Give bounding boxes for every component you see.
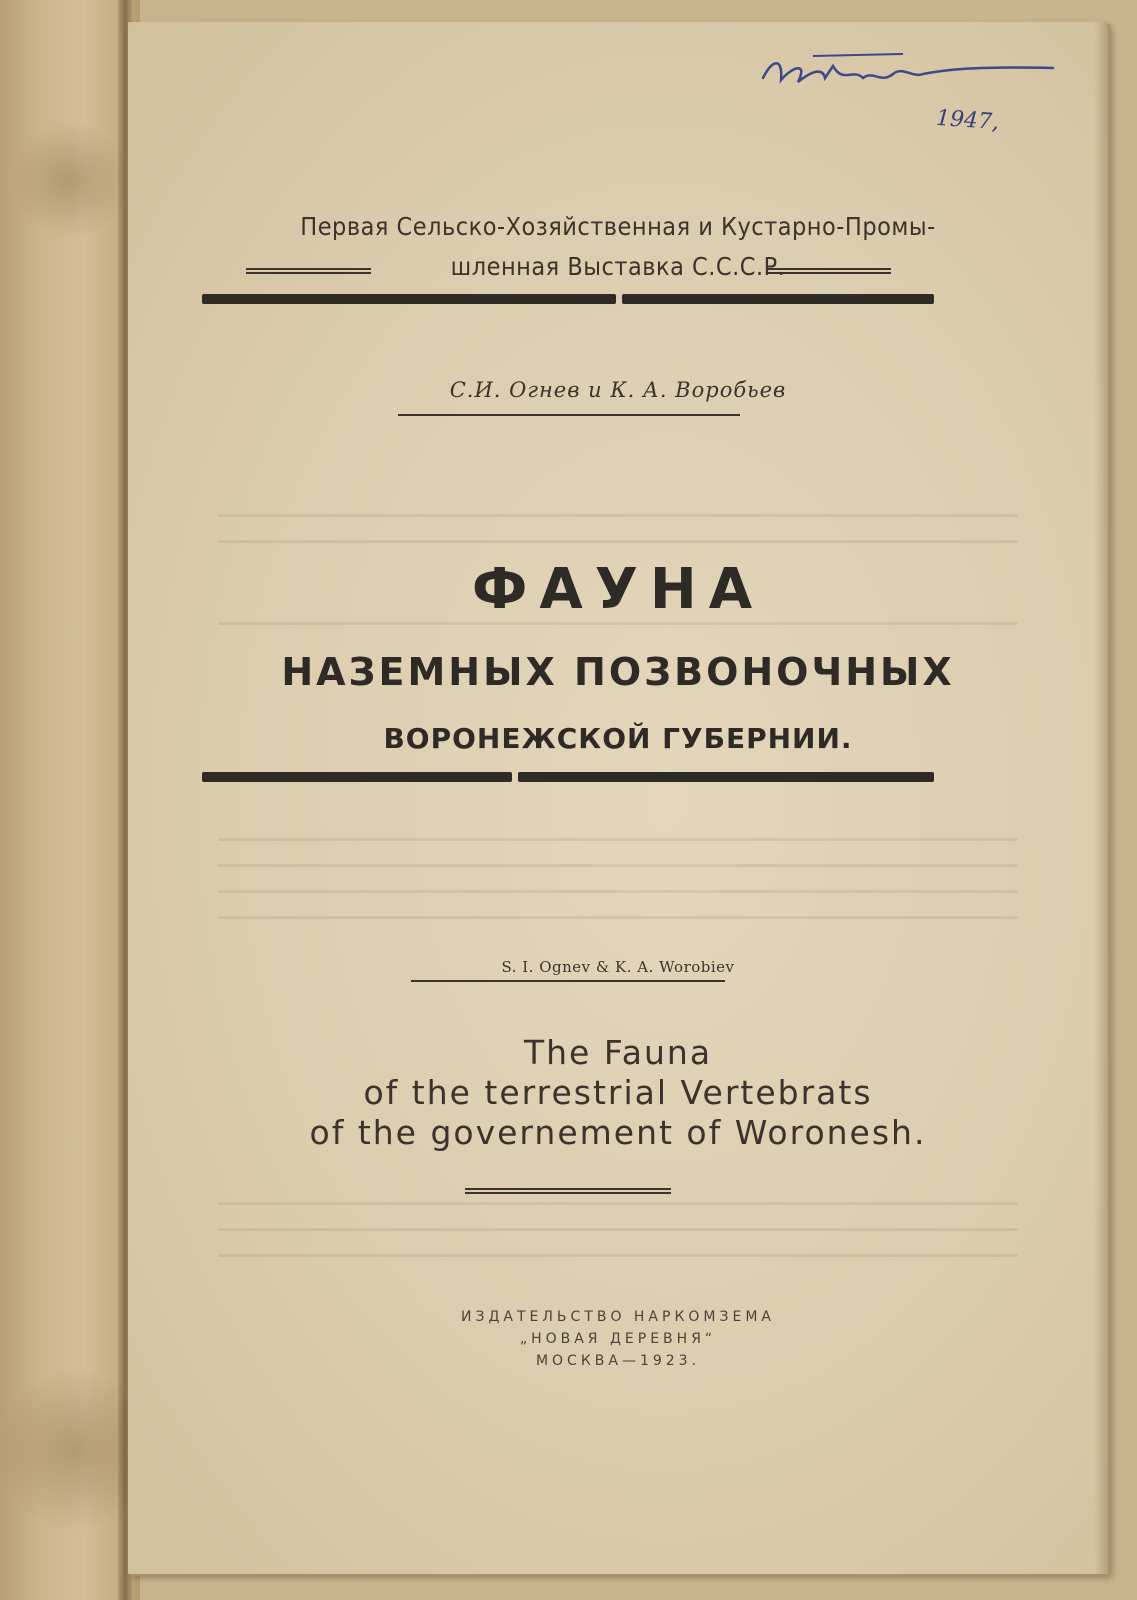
- header-rule-right: [766, 268, 891, 274]
- thick-rule: [202, 772, 512, 782]
- title-english-line1: The Fauna: [523, 1033, 713, 1072]
- header-rule-left: [246, 268, 371, 274]
- title-subtitle: НАЗЕМНЫХ ПОЗВОНОЧНЫХ: [281, 650, 955, 694]
- title-page: [128, 22, 1108, 1574]
- show-through-line: [218, 1228, 1018, 1231]
- authors-underline: [398, 414, 740, 416]
- show-through-line: [218, 916, 1018, 919]
- inscription-year: 1947,: [935, 105, 1000, 136]
- thick-rule: [518, 772, 934, 782]
- thick-rule: [202, 294, 616, 304]
- show-through-line: [218, 622, 1018, 625]
- double-rule: [465, 1188, 671, 1194]
- publisher-place-year: МОСКВА—1923.: [535, 1353, 701, 1369]
- title-main: ФАУНА: [471, 557, 765, 622]
- thick-rule: [622, 294, 934, 304]
- publisher-name: ИЗДАТЕЛЬСТВО НАРКОМЗЕМА: [461, 1309, 775, 1325]
- publisher-imprint: „НОВАЯ ДЕРЕВНЯ“: [519, 1331, 717, 1347]
- exhibition-header-line2: шленная Выставка С.С.С.Р.: [450, 252, 786, 281]
- authors-english: S. I. Ognev & K. A. Worobiev: [501, 958, 735, 976]
- show-through-line: [218, 514, 1018, 517]
- title-english-line2: of the terrestrial Vertebrats: [363, 1073, 873, 1112]
- show-through-line: [218, 864, 1018, 867]
- show-through-line: [218, 838, 1018, 841]
- show-through-line: [218, 890, 1018, 893]
- show-through-line: [218, 1254, 1018, 1257]
- authors-russian: С.И. Огнев и К. А. Воробьев: [449, 378, 787, 402]
- show-through-line: [218, 540, 1018, 543]
- title-region: ВОРОНЕЖСКОЙ ГУБЕРНИИ.: [383, 722, 853, 755]
- show-through-line: [218, 1202, 1018, 1205]
- authors-en-underline: [411, 980, 725, 982]
- exhibition-header-line1: Первая Сельско-Хозяйственная и Кустарно-Промы-: [300, 212, 936, 241]
- spine-stain: [10, 120, 130, 240]
- handwritten-signature: [753, 48, 1073, 98]
- title-english-line3: of the governement of Woronesh.: [309, 1113, 927, 1152]
